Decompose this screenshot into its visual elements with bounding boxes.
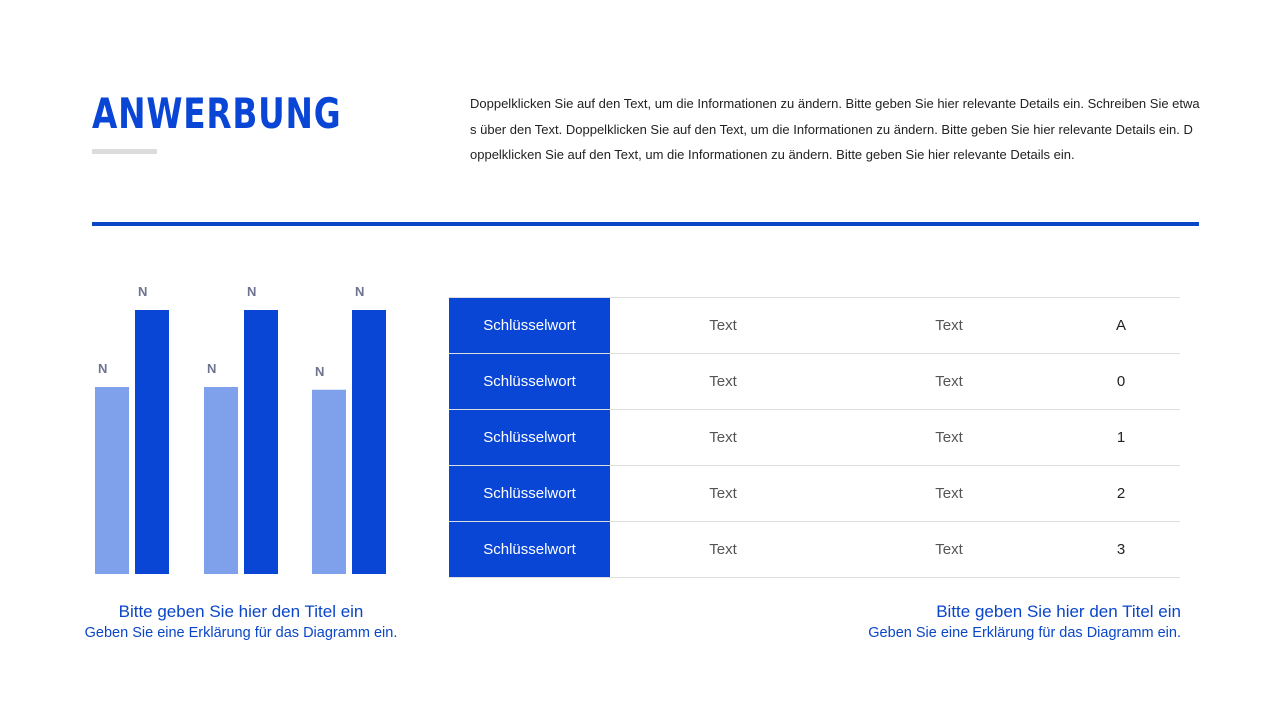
keyword-cell: Schlüsselwort [449,522,610,577]
title-underline [92,149,157,154]
section-divider [92,222,1199,226]
table-row [449,354,1180,410]
text-cell: Text [709,485,737,502]
table-row [449,298,1180,354]
text-cell: Text [935,317,963,334]
value-cell: 3 [1116,541,1126,558]
intro-text: Doppelklicken Sie auf den Text, um die Informationen zu ändern. Bitte geben Sie hier relevante Details ein. Schreiben Sie etwas über den Text. Doppelklicken Sie auf den Text, um die Informationen zu ändern. Bitte geben Sie hier relevante Details ein. Doppelklicken Sie auf den Text, um die Informationen zu ändern. Bitte geben Sie hier relevante Details ein. [470,96,1200,162]
value-cell: 2 [1116,485,1126,502]
text-cell: Text [709,541,737,558]
table-row [449,522,1180,578]
bar-series0-1 [204,387,238,574]
data-label: N [138,284,148,299]
bar-series0-2 [312,390,346,574]
text-cell: Text [935,541,963,558]
text-cell: Text [935,485,963,502]
data-label: N [207,361,217,376]
keyword-cell: Schlüsselwort [449,354,610,409]
keyword-cell: Schlüsselwort [449,298,610,353]
data-label: N [315,363,325,379]
bar-chart [80,270,410,580]
keyword-table [449,297,1180,578]
bar-chart-svg [80,270,410,580]
table-caption-title: Bitte geben Sie hier den Titel ein [936,602,1181,621]
bar-series1-1 [244,310,278,574]
text-cell: Text [709,373,737,390]
table-caption [830,601,1181,643]
data-label: N [355,284,365,299]
text-cell: Text [935,373,963,390]
table-caption-desc: Geben Sie eine Erklärung für das Diagramm ein. [868,625,1181,641]
text-cell: Text [709,317,737,334]
bar-series1-0 [135,310,169,574]
chart-caption-desc: Geben Sie eine Erklärung für das Diagramm ein. [84,625,398,641]
value-cell: 0 [1116,373,1126,390]
value-cell: A [1115,317,1126,334]
page-title: ANWERBUNG [92,89,342,138]
value-cell: 1 [1116,429,1126,446]
keyword-cell: Schlüsselwort [449,410,610,465]
text-cell: Text [709,429,737,446]
chart-caption-title: Bitte geben Sie hier den Titel ein [118,602,364,621]
table-row [449,410,1180,466]
bar-series1-2 [352,310,386,574]
table-row [449,466,1180,522]
chart-caption [70,601,412,643]
data-label: N [247,284,257,299]
bar-series0-0 [95,387,129,574]
data-label: N [98,361,108,376]
keyword-cell: Schlüsselwort [449,466,610,521]
text-cell: Text [935,429,963,446]
